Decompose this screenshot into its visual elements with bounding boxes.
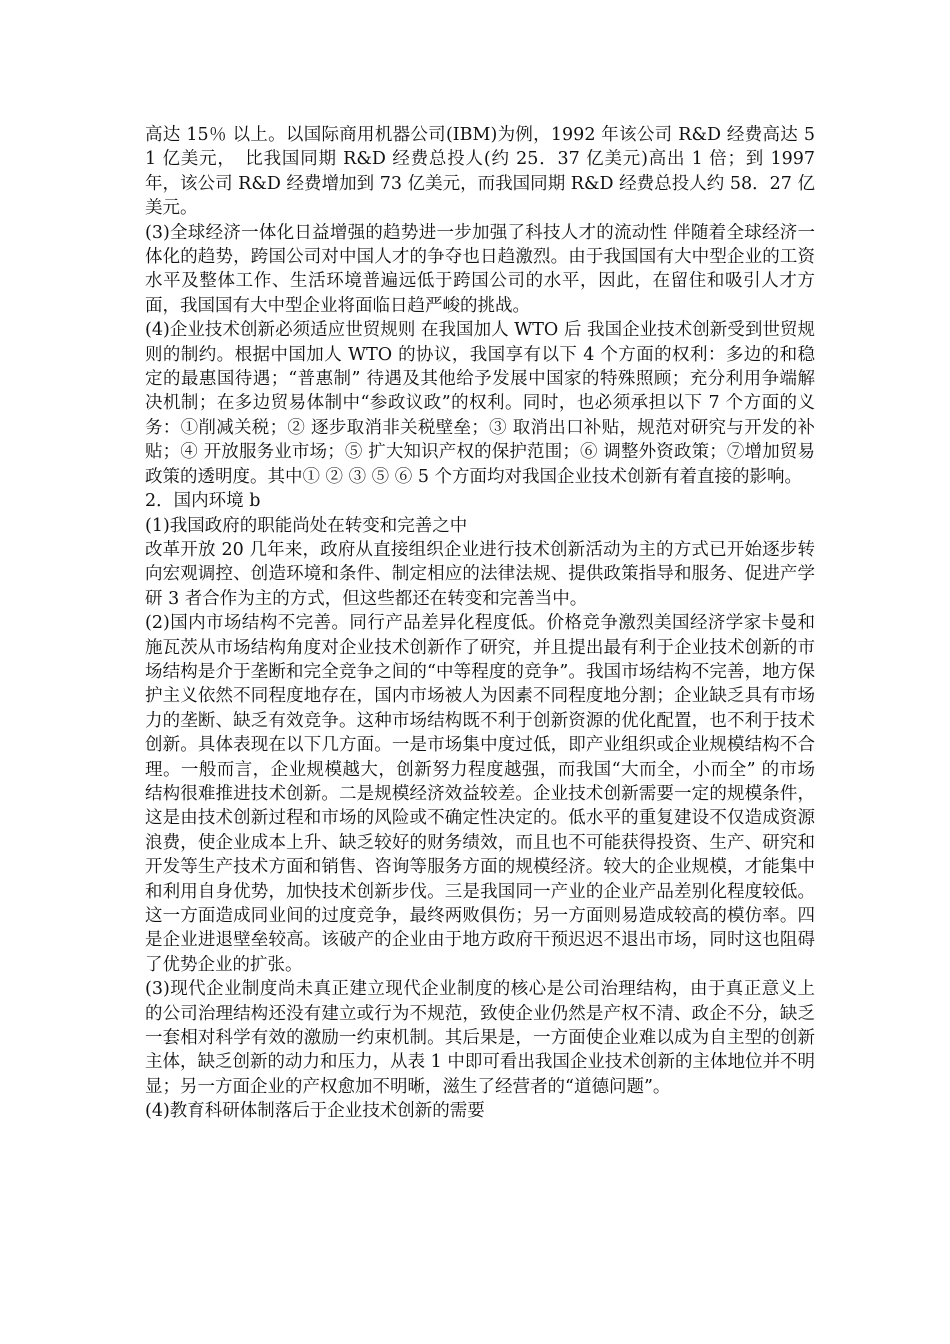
section-heading-domestic-environment: 2．国内环境 b [145,491,261,512]
paragraph-rd-spending: 高达 15％ 以上。以国际商用机器公司(IBM)为例，1992 年该公司 R&D 经费高达 51 亿美元， 比我国同期 R&D 经费总投人(约 25．37 亿美元)高出 1 倍；到 1997 年，该公司 R&D 经费增加到 73 亿美元，而我国同期 R&D 经费总投人约 58．27 亿美元。 [145,125,815,219]
subheading-education-research: (4)教育科研体制落后于企业技术创新的需要 [145,1101,485,1122]
paragraph-government-reform: 改革开放 20 几年来，政府从直接组织企业进行技术创新活动为主的方式已开始逐步转向宏观调控、创造环境和条件、制定相应的法律法规、提供政策指导和服务、促进产学研 3 者合作为主的方式，但这些都还在转变和完善当中。 [145,539,815,609]
paragraph-talent-mobility: (3)全球经济一体化日益增强的趋势进一步加强了科技人才的流动性 伴随着全球经济一体化的趋势，跨国公司对中国人才的争夺也日趋激烈。由于我国国有大中型企业的工资水平及整体工作、生活环境普遍远低于跨国公司的水平，因此，在留住和吸引人才方面，我国国有大中型企业将面临日趋严峻的挑战。 [145,222,815,316]
paragraph-enterprise-system: (3)现代企业制度尚未真正建立现代企业制度的核心是公司治理结构，由于真正意义上的公司治理结构还没有建立或行为不规范，致使企业仍然是产权不清、政企不分，缺乏一套相对科学有效的激励一约束机制。其后果是，一方面使企业难以成为自主型的创新主体，缺乏创新的动力和压力，从表 1 中即可看出我国企业技术创新的主体地位并不明显；另一方面企业的产权愈加不明晰，滋生了经营者的“道德问题”。 [145,979,815,1097]
subheading-government-functions: (1)我国政府的职能尚处在转变和完善之中 [145,515,468,536]
paragraph-wto-rules: (4)企业技术创新必须适应世贸规则 在我国加人 WTO 后 我国企业技术创新受到世贸规则的制约。根据中国加人 WTO 的协议，我国享有以下 4 个方面的权利：多边的和稳定的最惠国待遇；“普惠制” 待遇及其他给予发展中国家的特殊照顾；充分利用争端解决机制；在多边贸易体制中“参政议政”的权利。同时，也必须承担以下 7 个方面的义务：①削减关税；② 逐步取消非关税壁垒；③ 取消出口补贴，规范对研究与开发的补贴；④ 开放服务业市场；⑤ 扩大知识产权的保护范围；⑥ 调整外资政策；⑦增加贸易政策的透明度。其中① ② ③ ⑤ ⑥ 5 个方面均对我国企业技术创新有着直接的影响。 [145,320,815,487]
paragraph-market-structure: (2)国内市场结构不完善。同行产品差异化程度低。价格竞争激烈美国经济学家卡曼和施瓦茨从市场结构角度对企业技术创新作了研究，并且提出最有利于企业技术创新的市场结构是介于垄断和完全竞争之间的“中等程度的竞争”。我国市场结构不完善，地方保护主义依然不同程度地存在，国内市场被人为因素不同程度地分割；企业缺乏具有市场力的垄断、缺乏有效竞争。这种市场结构既不利于创新资源的优化配置，也不利于技术创新。具体表现在以下几方面。一是市场集中度过低，即产业组织或企业规模结构不合理。一般而言，企业规模越大，创新努力程度越强，而我国“大而全，小而全” 的市场结构很难推进技术创新。二是规模经济效益较差。企业技术创新需要一定的规模条件，这是由技术创新过程和市场的风险或不确定性决定的。低水平的重复建设不仅造成资源浪费，使企业成本上升、缺乏较好的财务绩效，而且也不可能获得投资、生产、研究和开发等生产技术方面和销售、咨询等服务方面的规模经济。较大的企业规模，才能集中和利用自身优势，加快技术创新步伐。三是我国同一产业的企业产品差别化程度较低。这一方面造成同业间的过度竞争，最终两败俱伤；另一方面则易造成较高的模仿率。四是企业进退壁垒较高。该破产的企业由于地方政府干预迟迟不退出市场，同时这也阻碍了优势企业的扩张。 [145,613,815,975]
document-body [145,123,815,1124]
